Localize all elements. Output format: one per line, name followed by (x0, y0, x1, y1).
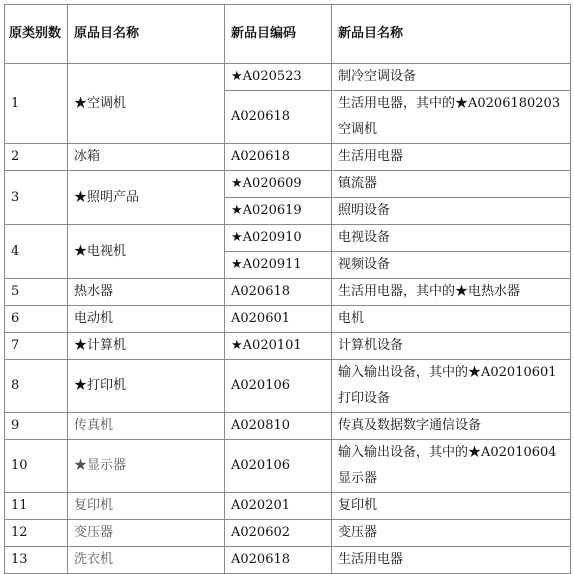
new-item-name: 镇流器 (332, 171, 571, 198)
new-item-code: ★A020523 (225, 64, 332, 91)
row-index: 1 (5, 64, 68, 144)
row-index: 8 (5, 360, 68, 413)
new-item-name: 制冷空调设备 (332, 64, 571, 91)
new-item-name: 变压器 (332, 520, 571, 547)
new-item-code: ★A020101 (225, 333, 332, 360)
original-item-name: 热水器 (68, 279, 225, 306)
header-new-item-code: 新品目编码 (225, 5, 332, 64)
new-item-code: ★A020911 (225, 252, 332, 279)
header-row (5, 5, 571, 64)
new-item-name: 计算机设备 (332, 333, 571, 360)
original-item-name: ★显示器 (68, 440, 225, 493)
table-row (5, 171, 571, 198)
new-item-name: 复印机 (332, 493, 571, 520)
new-item-name: 输入输出设备，其中的★A02010604显示器 (332, 440, 571, 493)
original-item-name: 传真机 (68, 413, 225, 440)
table-row (5, 333, 571, 360)
header-original-item-name: 原品目名称 (68, 5, 225, 64)
new-item-code: A020618 (225, 279, 332, 306)
row-index: 4 (5, 225, 68, 279)
new-item-code: A020106 (225, 440, 332, 493)
row-index: 5 (5, 279, 68, 306)
original-item-name: ★计算机 (68, 333, 225, 360)
row-index: 6 (5, 306, 68, 333)
new-item-code: ★A020609 (225, 171, 332, 198)
new-item-name: 输入输出设备，其中的★A02010601打印设备 (332, 360, 571, 413)
table-row (5, 520, 571, 547)
new-item-name: 照明设备 (332, 198, 571, 225)
new-item-code: ★A020910 (225, 225, 332, 252)
new-item-name: 生活用电器，其中的★A0206180203空调机 (332, 91, 571, 144)
row-index: 12 (5, 520, 68, 547)
original-item-name: 洗衣机 (68, 547, 225, 574)
new-item-name: 电机 (332, 306, 571, 333)
row-index: 7 (5, 333, 68, 360)
table-row (5, 225, 571, 252)
new-item-code: A020201 (225, 493, 332, 520)
table-header (5, 5, 571, 64)
table-row (5, 413, 571, 440)
original-item-name: ★打印机 (68, 360, 225, 413)
table-row (5, 493, 571, 520)
new-item-name: 生活用电器，其中的★电热水器 (332, 279, 571, 306)
new-item-code: ★A020619 (225, 198, 332, 225)
new-item-name: 生活用电器 (332, 144, 571, 171)
original-item-name: 复印机 (68, 493, 225, 520)
table-row (5, 279, 571, 306)
new-item-code: A020106 (225, 360, 332, 413)
original-item-name: ★照明产品 (68, 171, 225, 225)
new-item-name: 生活用电器 (332, 547, 571, 574)
table-row (5, 547, 571, 574)
new-item-name: 电视设备 (332, 225, 571, 252)
table-body (5, 64, 571, 574)
table-row (5, 64, 571, 91)
original-item-name: ★电视机 (68, 225, 225, 279)
new-item-code: A020618 (225, 547, 332, 574)
new-item-code: A020601 (225, 306, 332, 333)
original-item-name: 变压器 (68, 520, 225, 547)
new-item-code: A020810 (225, 413, 332, 440)
original-item-name: 冰箱 (68, 144, 225, 171)
new-item-name: 视频设备 (332, 252, 571, 279)
table-row (5, 360, 571, 413)
row-index: 13 (5, 547, 68, 574)
row-index: 11 (5, 493, 68, 520)
header-original-category-count: 原类别数 (5, 5, 68, 64)
row-index: 3 (5, 171, 68, 225)
row-index: 10 (5, 440, 68, 493)
original-item-name: ★空调机 (68, 64, 225, 144)
table-row (5, 440, 571, 493)
table-row (5, 306, 571, 333)
row-index: 9 (5, 413, 68, 440)
new-item-code: A020602 (225, 520, 332, 547)
new-item-code: A020618 (225, 144, 332, 171)
row-index: 2 (5, 144, 68, 171)
new-item-code: A020618 (225, 91, 332, 144)
table-row (5, 144, 571, 171)
original-item-name: 电动机 (68, 306, 225, 333)
new-item-name: 传真及数据数字通信设备 (332, 413, 571, 440)
header-new-item-name: 新品目名称 (332, 5, 571, 64)
category-mapping-table (4, 4, 571, 574)
